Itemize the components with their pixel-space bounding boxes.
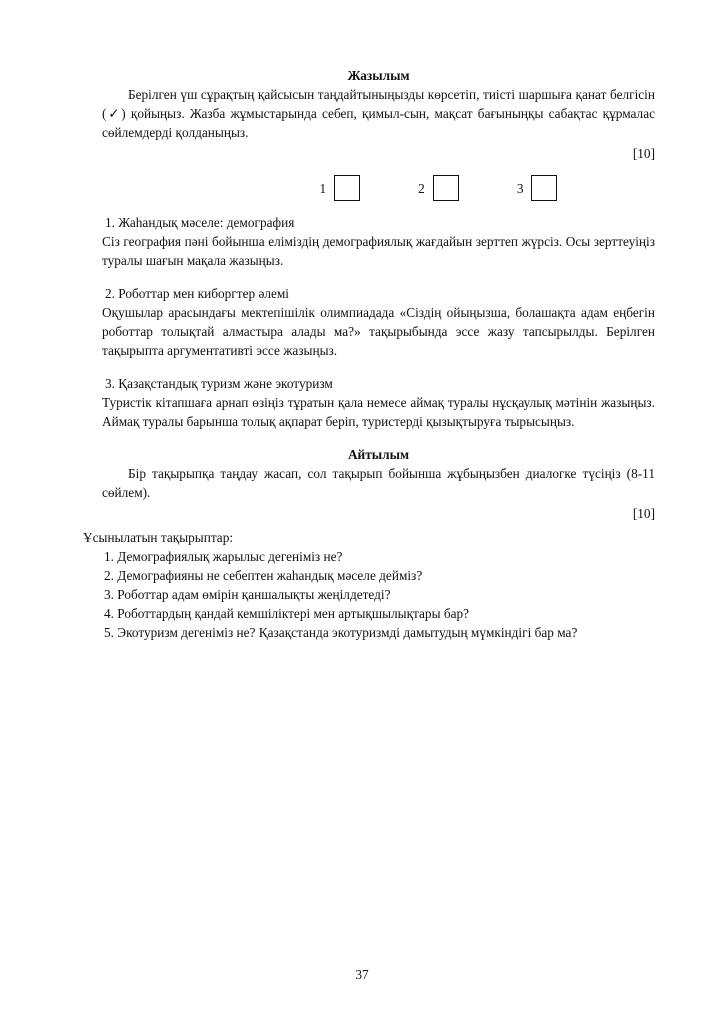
choice-1: [320, 175, 361, 201]
task-title: 2. Роботтар мен киборгтер әлемі: [105, 286, 289, 301]
choice-number: 3: [516, 180, 524, 196]
list-item: 2. Демографияны не себептен жаһандық мәселе дейміз?: [104, 568, 423, 583]
choice-3: [517, 175, 558, 201]
suggested-topics-label: Ұсынылатын тақырыптар:: [83, 530, 234, 545]
speaking-marks: [10]: [632, 506, 655, 521]
task-body: Сіз география пәні бойынша еліміздің демографиялық жағдайын зерттеп жүрсіз. Осы зерттеуіңіз туралы шағын мақала жазыңыз.: [102, 234, 655, 268]
writing-instruction: Берілген үш сұрақтың қайсысын таңдайтыныңызды көрсетіп, тиісті шаршыға қанат белгісін (✓) қойыңыз. Жазба жұмыстарында себеп, қимыл-сын, мақсат бағыныңқы сабақтас құрмалас сөйлемдерді қолданыңыз.: [102, 87, 655, 140]
task-title: 1. Жаһандық мәселе: демография: [105, 215, 295, 230]
choice-2: [418, 175, 459, 201]
checkbox-square[interactable]: [531, 175, 557, 201]
speaking-heading: Айтылым: [347, 447, 410, 462]
suggested-topics: [83, 528, 663, 642]
writing-marks: [10]: [632, 146, 655, 161]
task-1: [102, 213, 655, 270]
choice-number: 1: [319, 180, 327, 196]
task-body: Оқушылар арасындағы мектепішілік олимпиадада «Сіздің ойыңызша, болашақта адам еңбегін роботтар толықтай алмастыра алады ма?» тақырыбында эссе жазу тапсырылды. Берілген тақырыпта аргументативті эссе жазыңыз.: [102, 305, 655, 358]
choice-number: 2: [418, 180, 425, 196]
task-title: 3. Қазақстандық туризм және экотуризм: [105, 376, 333, 391]
list-item: 3. Роботтар адам өмірін қаншалықты жеңілдетеді?: [104, 587, 391, 602]
list-item: 1. Демографиялық жарылыс дегеніміз не?: [104, 549, 343, 564]
writing-heading: Жазылым: [347, 68, 410, 83]
speaking-instruction: Бір тақырыпқа таңдау жасап, сол тақырып бойынша жұбыңызбен диалогке түсіңіз (8-11 сөйлем).: [102, 466, 655, 500]
choice-boxes: [222, 175, 655, 201]
checkbox-square[interactable]: [334, 175, 360, 201]
checkbox-square[interactable]: [433, 175, 459, 201]
list-item: 5. Экотуризм дегеніміз не? Қазақстанда экотуризмді дамытудың мүмкіндігі бар ма?: [104, 625, 578, 640]
list-item: 4. Роботтардың қандай кемшіліктері мен артықшылықтары бар?: [104, 606, 470, 621]
page-number: 37: [355, 967, 369, 982]
topics-list: [83, 547, 663, 642]
task-body: Туристік кітапшаға арнап өзіңіз тұратын қала немесе аймақ туралы нұсқаулық мәтінін жазыңыз. Аймақ туралы барынша толық ақпарат беріп, туристерді қызықтыруға тырысыңыз.: [102, 395, 655, 429]
page-content: [102, 66, 655, 523]
task-2: [102, 284, 655, 360]
task-3: [102, 374, 655, 431]
